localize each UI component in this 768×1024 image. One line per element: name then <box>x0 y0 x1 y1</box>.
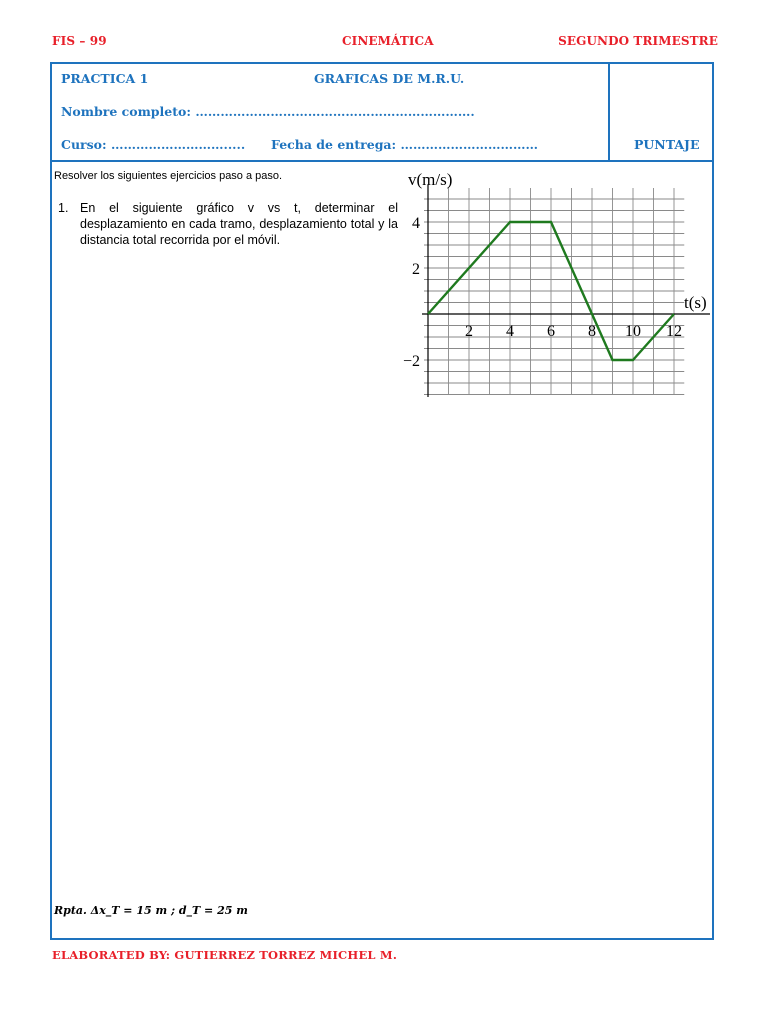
practice-label: PRACTICA 1 <box>61 71 149 86</box>
course-code: FIS – 99 <box>52 34 107 48</box>
y-tick-label: 2 <box>412 261 420 278</box>
exercise-number: 1. <box>58 201 69 215</box>
x-tick-label: 12 <box>666 323 682 340</box>
score-label: PUNTAJE <box>634 137 700 152</box>
x-tick-label: 10 <box>625 323 641 340</box>
instructions: Resolver los siguientes ejercicios paso a paso. <box>54 170 283 182</box>
y-axis-label: v(m/s) <box>408 170 453 189</box>
footer-credit: ELABORATED BY: GUTIERREZ TORREZ MICHEL M. <box>52 948 398 962</box>
practice-title: GRAFICAS DE M.R.U. <box>314 71 465 86</box>
x-tick-label: 6 <box>547 323 555 340</box>
x-axis-label: t(s) <box>684 293 707 312</box>
exercise-text: En el siguiente gráfico v vs t, determinar el desplazamiento en cada tramo, desplazamiento total y la distancia total recorrida por el móvil. <box>80 201 398 247</box>
y-tick-label: −2 <box>402 353 420 370</box>
topic-title: CINEMÁTICA <box>342 34 434 48</box>
x-tick-label: 4 <box>506 323 514 340</box>
term-label: SEGUNDO TRIMESTRE <box>558 34 718 48</box>
y-tick-label: 4 <box>412 215 420 232</box>
due-date-field: Fecha de entrega: …………………………… <box>271 137 538 152</box>
velocity-time-graph <box>398 163 716 399</box>
document-header <box>52 34 718 54</box>
form-header <box>52 64 712 162</box>
student-info-box <box>52 64 610 160</box>
x-tick-label: 2 <box>465 323 473 340</box>
name-field: Nombre completo: …………………………………………………………. <box>61 104 475 119</box>
course-field: Curso: ………………………..... <box>61 137 246 152</box>
graph-grid <box>424 188 684 395</box>
answer-line: Rpta. Δx_T = 15 m ; d_T = 25 m <box>54 904 248 917</box>
graph-ticks <box>403 215 682 370</box>
x-tick-label: 8 <box>588 323 596 340</box>
